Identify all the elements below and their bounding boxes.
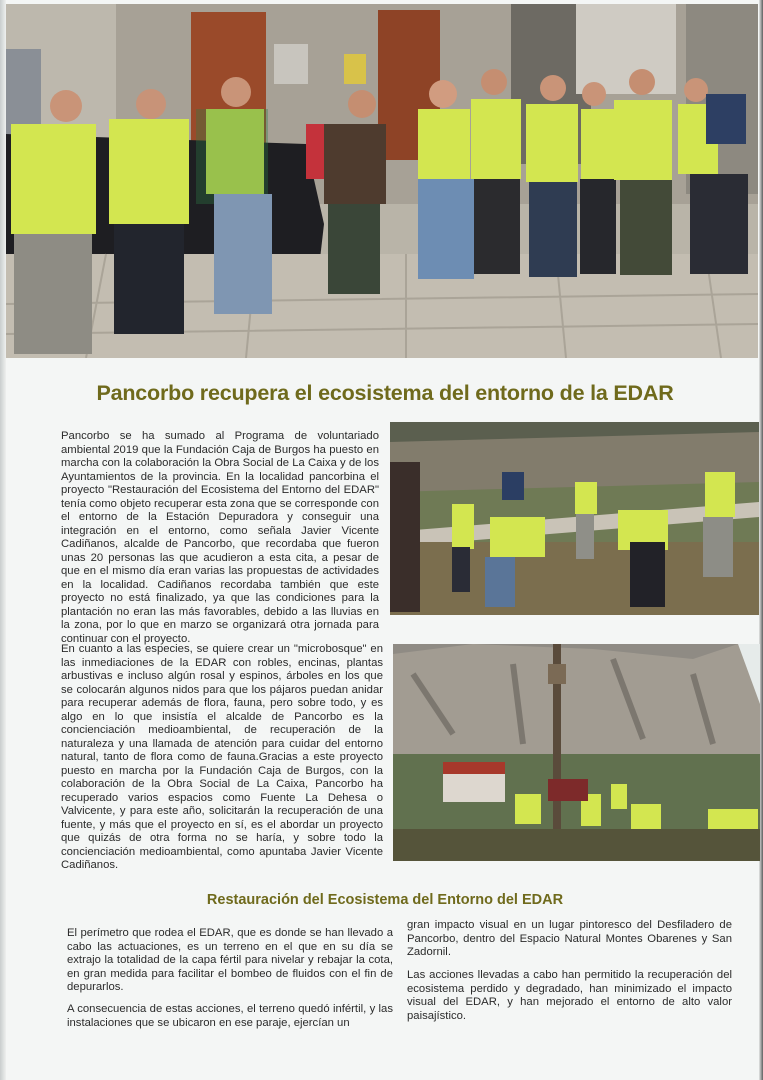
article-paragraph-4: A consecuencia de estas acciones, el terreno quedó infértil, y las instalaciones que se ubicaron en ese paraje, ejercían un bbox=[67, 1003, 393, 1029]
page-edge-right bbox=[759, 0, 763, 1080]
article-paragraph-2: En cuanto a las especies, se quiere crear un "microbosque" en las inmediaciones de la EDAR con robles, encinas, plantas arbustivas e incluso algún rosal y espinos, árboles en los que se colocarán algunos nidos para que los pájaros puedan anidar para recuperar además de flora, fauna, pero sobre todo, y es algo en lo que insistía el alcalde de Pancorbo es la concienciación medioambiental, de recuperación de la naturaleza y una llamada de atención para cuidar del entorno natural, tanto de flora como de fauna.Gracias a este proyecto puesto en marcha por la Fundación Caja de Burgos, con la colaboración de la Obra Social de La Caixa, Pancorbo ha recuperado varios espacios como Fuente La Dehesa o Valvicente, y para este año, solicitarán la recuperación de una fuente, y más que el proyecto en sí, es el abordar un proyecto que quizás de otra forma no se haría, y sobre todo la concienciación medioambiental, como apuntaba Javier Vicente Cadiñanos. bbox=[61, 643, 383, 871]
group-photo-volunteers bbox=[6, 4, 758, 358]
article-subheading: Restauración del Ecosistema del Entorno del EDAR bbox=[206, 892, 564, 908]
photo-volunteers-planting bbox=[390, 422, 759, 615]
article-paragraph-5: gran impacto visual en un lugar pintoresco del Desfiladero de Pancorbo, dentro del Espacio Natural Montes Obarenes y San Zadornil. bbox=[407, 919, 732, 958]
article-paragraph-6: Las acciones llevadas a cabo han permitido la recuperación del ecosistema perdido y degradado, han minimizado el impacto visual del EDAR, y han mejorado el entorno de alto valor paisajístico. bbox=[407, 969, 732, 1022]
article-headline: Pancorbo recupera el ecosistema del entorno de la EDAR bbox=[96, 381, 674, 406]
photo-cliff-edar bbox=[393, 644, 760, 861]
article-paragraph-3: El perímetro que rodea el EDAR, que es donde se han llevado a cabo las actuaciones, es un terreno en el que en su día se extrajo la totalidad de la capa fértil para nivelar y rebajar la cota, en gran medida para facilitar el bombeo de fluidos con el fin de depurarlos. bbox=[67, 927, 393, 993]
article-paragraph-1: Pancorbo se ha sumado al Programa de voluntariado ambiental 2019 que la Fundación Caja de Burgos ha puesto en marcha con la colaboración la Obra Social de La Caixa y de los Ayuntamientos de la provincia. En la localidad pancorbina el proyecto "Restauración del Ecosistema del Entorno del EDAR" tenía como objeto recuperar esta zona que se corresponde con el entorno de la Estación Depuradora y conseguir una integración en el entorno, como señala Javier Vicente Cadiñanos, alcalde de Pancorbo, que recordaba que fueron unas 20 personas las que acudieron a esta cita, a pesar de que en el mismo día eran varias las propuestas de actividades en la localidad. Cadiñanos recordaba también que este proyecto no está finalizado, ya que las condiciones para la plantación no eran las más favorables, debido a las lluvias en la zona, por lo que en marzo se organizará otra jornada para continuar con el proyecto. bbox=[61, 430, 379, 645]
